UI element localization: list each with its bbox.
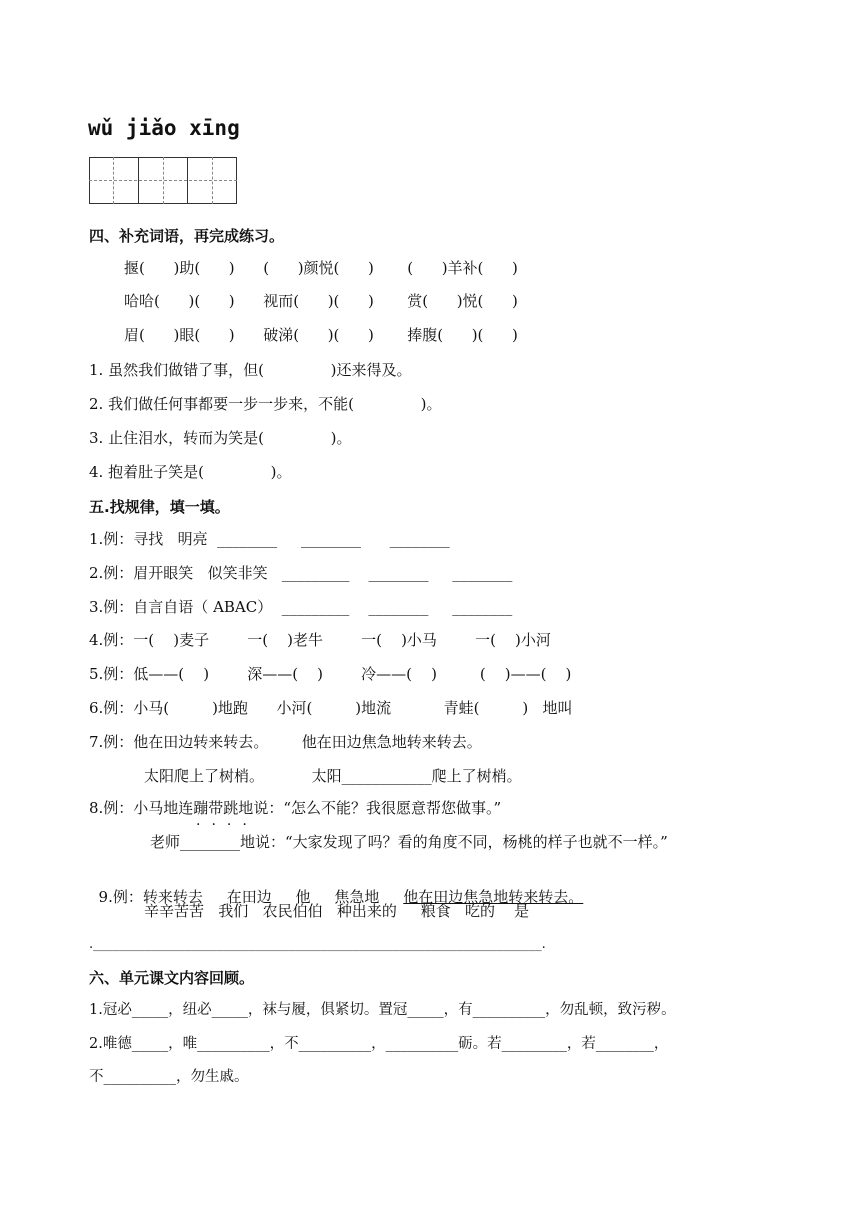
- pattern-line-7-example: 7.例：他在田边转来转去。 他在田边焦急地转来转去。: [89, 733, 482, 751]
- grid-divider: [113, 157, 114, 204]
- pattern-line-8-example: 8.例：小马地连蹦带跳地说：“怎么不能？我很愿意帮您做事。”: [89, 799, 502, 817]
- grid-divider: [212, 157, 213, 204]
- pattern-line-7-exercise[interactable]: 太阳爬上了树梢。 太阳____________爬上了树梢。: [144, 767, 522, 785]
- pattern-line-6[interactable]: 6.例：小马( )地跑 小河( )地流 青蛙( ) 地叫: [89, 699, 573, 717]
- section-5-title: 五.找规律，填一填。: [89, 498, 230, 516]
- review-line-2[interactable]: 2.唯德_____，唯__________，不__________，__________砺。若_________，若________，: [89, 1036, 669, 1052]
- word-row-3[interactable]: 眉( )眼( ) 破涕( )( ) 捧腹( )( ): [124, 326, 518, 344]
- section-6-title: 六、单元课文内容回顾。: [89, 969, 255, 987]
- section-4-title: 四、补充词语，再完成练习。: [89, 227, 285, 245]
- pattern-line-5[interactable]: 5.例：低——( ) 深——( ) 冷——( ) ( )——( ): [89, 665, 572, 683]
- pattern-line-9-words: 辛辛苦苦 我们 农民伯伯 种出来的 粮食 吃的 是: [144, 902, 530, 920]
- question-1[interactable]: 1. 虽然我们做错了事，但( )还来得及。: [89, 361, 412, 379]
- word-row-1[interactable]: 揠( )助( ) ( )颜悦( ) ( )羊补( ): [124, 259, 518, 277]
- grid-divider: [163, 157, 164, 204]
- pattern-line-4[interactable]: 4.例：一( )麦子 一( )老牛 一( )小马 一( )小河: [89, 631, 551, 649]
- pattern-line-9-answer-blank[interactable]: ._____________________________________________________________________.: [89, 937, 546, 952]
- pattern-line-1[interactable]: 1.例：寻找 明亮 ________ ________ ________: [89, 530, 450, 548]
- pattern-9-answer: 他在田边焦急地转来转去。: [403, 888, 584, 906]
- pattern-9-words: 9.例：转来转去 在田边 他 焦急地: [98, 888, 404, 906]
- pattern-line-2[interactable]: 2.例：眉开眼笑 似笑非笑 _________ ________ ________: [89, 564, 513, 582]
- pinyin-word: wǔ jiǎo xīng: [88, 116, 240, 140]
- question-3[interactable]: 3. 止住泪水，转而为笑是( )。: [89, 429, 352, 447]
- review-line-3[interactable]: 不__________，勿生戚。: [89, 1069, 249, 1085]
- pattern-line-3[interactable]: 3.例：自言自语（ ABAC） _________ ________ ________: [89, 598, 513, 616]
- question-2[interactable]: 2. 我们做任何事都要一步一步来，不能( )。: [89, 395, 442, 413]
- word-row-2[interactable]: 哈哈( )( ) 视而( )( ) 赏( )悦( ): [124, 292, 518, 310]
- emphasis-dots: ....: [196, 813, 258, 829]
- review-line-1[interactable]: 1.冠必_____，纽必_____，袜与履，俱紧切。置冠_____，有__________，勿乱顿，致污秽。: [89, 1002, 676, 1018]
- pattern-line-8-exercise[interactable]: 老师________地说：“大家发现了吗？看的角度不同，杨桃的样子也就不一样。”: [150, 833, 668, 851]
- question-4[interactable]: 4. 抱着肚子笑是( )。: [89, 463, 292, 481]
